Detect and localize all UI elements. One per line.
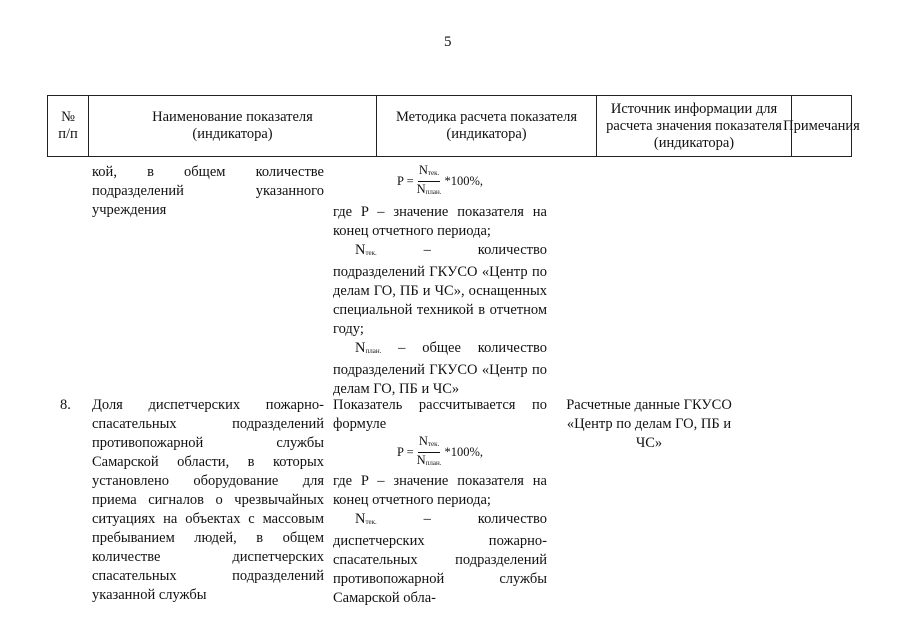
row8-ntek-definition: $N_{тек.}$ – количество диспетчерских пожарно-спасательных подразделений противопожарной службы Самарской обла- xyxy=(333,511,547,606)
cont-formula: P = $\frac{N_{тек.}}{N_{план.}}$ *100%, xyxy=(396,162,484,196)
header-indicator-name: Наименование показателя (индикатора) xyxy=(88,96,376,156)
page-number: 5 xyxy=(444,34,452,50)
header-notes: Примечания xyxy=(791,96,852,156)
table-header xyxy=(47,95,860,157)
cont-ntek-definition: $N_{тек.}$ – количество подразделений ГКУСО «Центр по делам ГО, ПБ и ЧС», оснащенных специальной техникой в отчетном году; xyxy=(333,242,547,337)
header-method: Методика расчета показателя (индикатора) xyxy=(376,96,596,156)
header-source: Источник информации для расчета значения показателя (индикатора) xyxy=(596,96,791,156)
row8-number: 8. xyxy=(60,397,71,413)
row8-source: Расчетные данные ГКУСО «Центр по делам ГО, ПБ и ЧС» xyxy=(566,397,732,451)
row8-p-definition: где P – значение показателя на конец отчетного периода; xyxy=(333,473,547,508)
cont-nplan-definition: $N_{план.}$ – общее количество подразделений ГКУСО «Центр по делам ГО, ПБ и ЧС» xyxy=(333,340,547,397)
cont-indicator-name: кой, в общем количестве подразделений указанного учреждения xyxy=(92,164,324,218)
row8-indicator-name: Доля диспетчерских пожарно-спасательных подразделений противопожарной службы Самарской области, в которых установлено оборудование для приема сигналов о чрезвычайных ситуациях на объектах с массовым пребыванием людей, в общем количестве диспетчерских спасательных подразделений указанной службы xyxy=(92,397,324,603)
row8-formula: P = $\frac{N_{тек.}}{N_{план.}}$ *100%, xyxy=(396,433,484,467)
cont-p-definition: где P – значение показателя на конец отчетного периода; xyxy=(333,204,547,239)
row8-method xyxy=(333,396,547,608)
row8-method-intro: Показатель рассчитывается по формуле xyxy=(333,397,547,432)
cont-method xyxy=(333,163,547,399)
header-number: № п/п xyxy=(47,96,88,156)
